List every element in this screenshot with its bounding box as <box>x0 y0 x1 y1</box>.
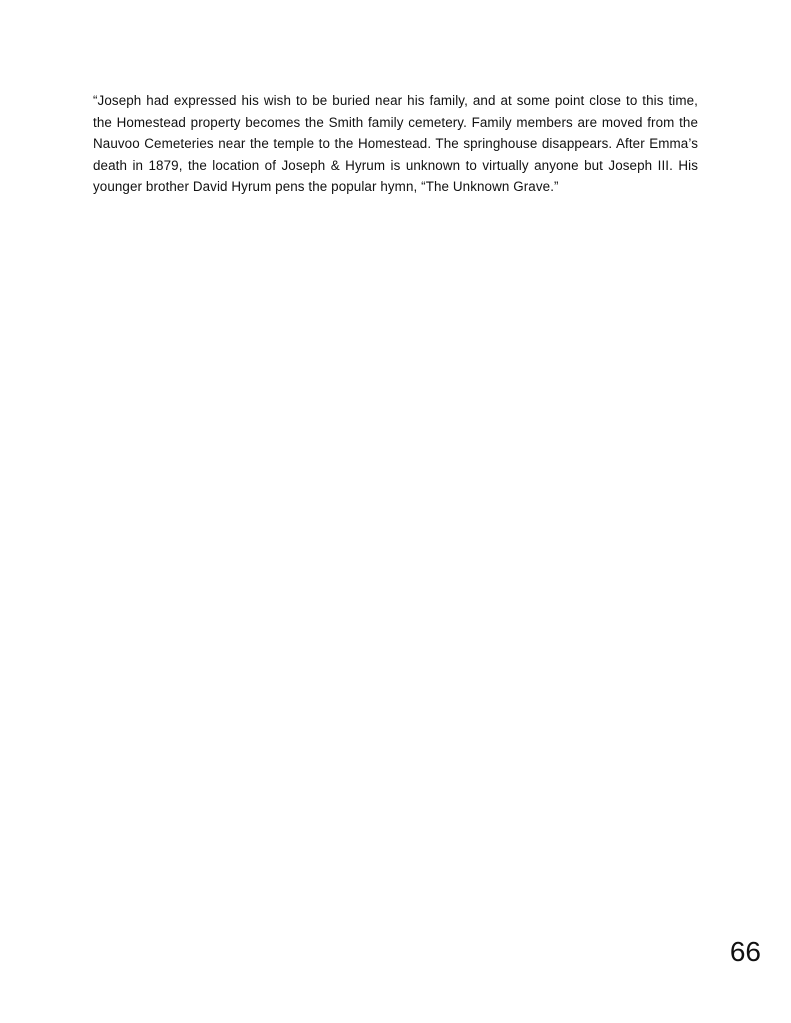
page-number: 66 <box>729 936 761 967</box>
body-paragraph: “Joseph had expressed his wish to be buried near his family, and at some point close to this time, the Homestead property becomes the Smith family cemetery. Family members are moved from the Nauvoo Cemeteries near the temple to the Homestead. The springhouse disappears. After Emma’s death in 1879, the location of Joseph & Hyrum is unknown to virtually anyone but Joseph III. His younger brother David Hyrum pens the popular hymn, “The Unknown Grave.” <box>93 93 698 194</box>
